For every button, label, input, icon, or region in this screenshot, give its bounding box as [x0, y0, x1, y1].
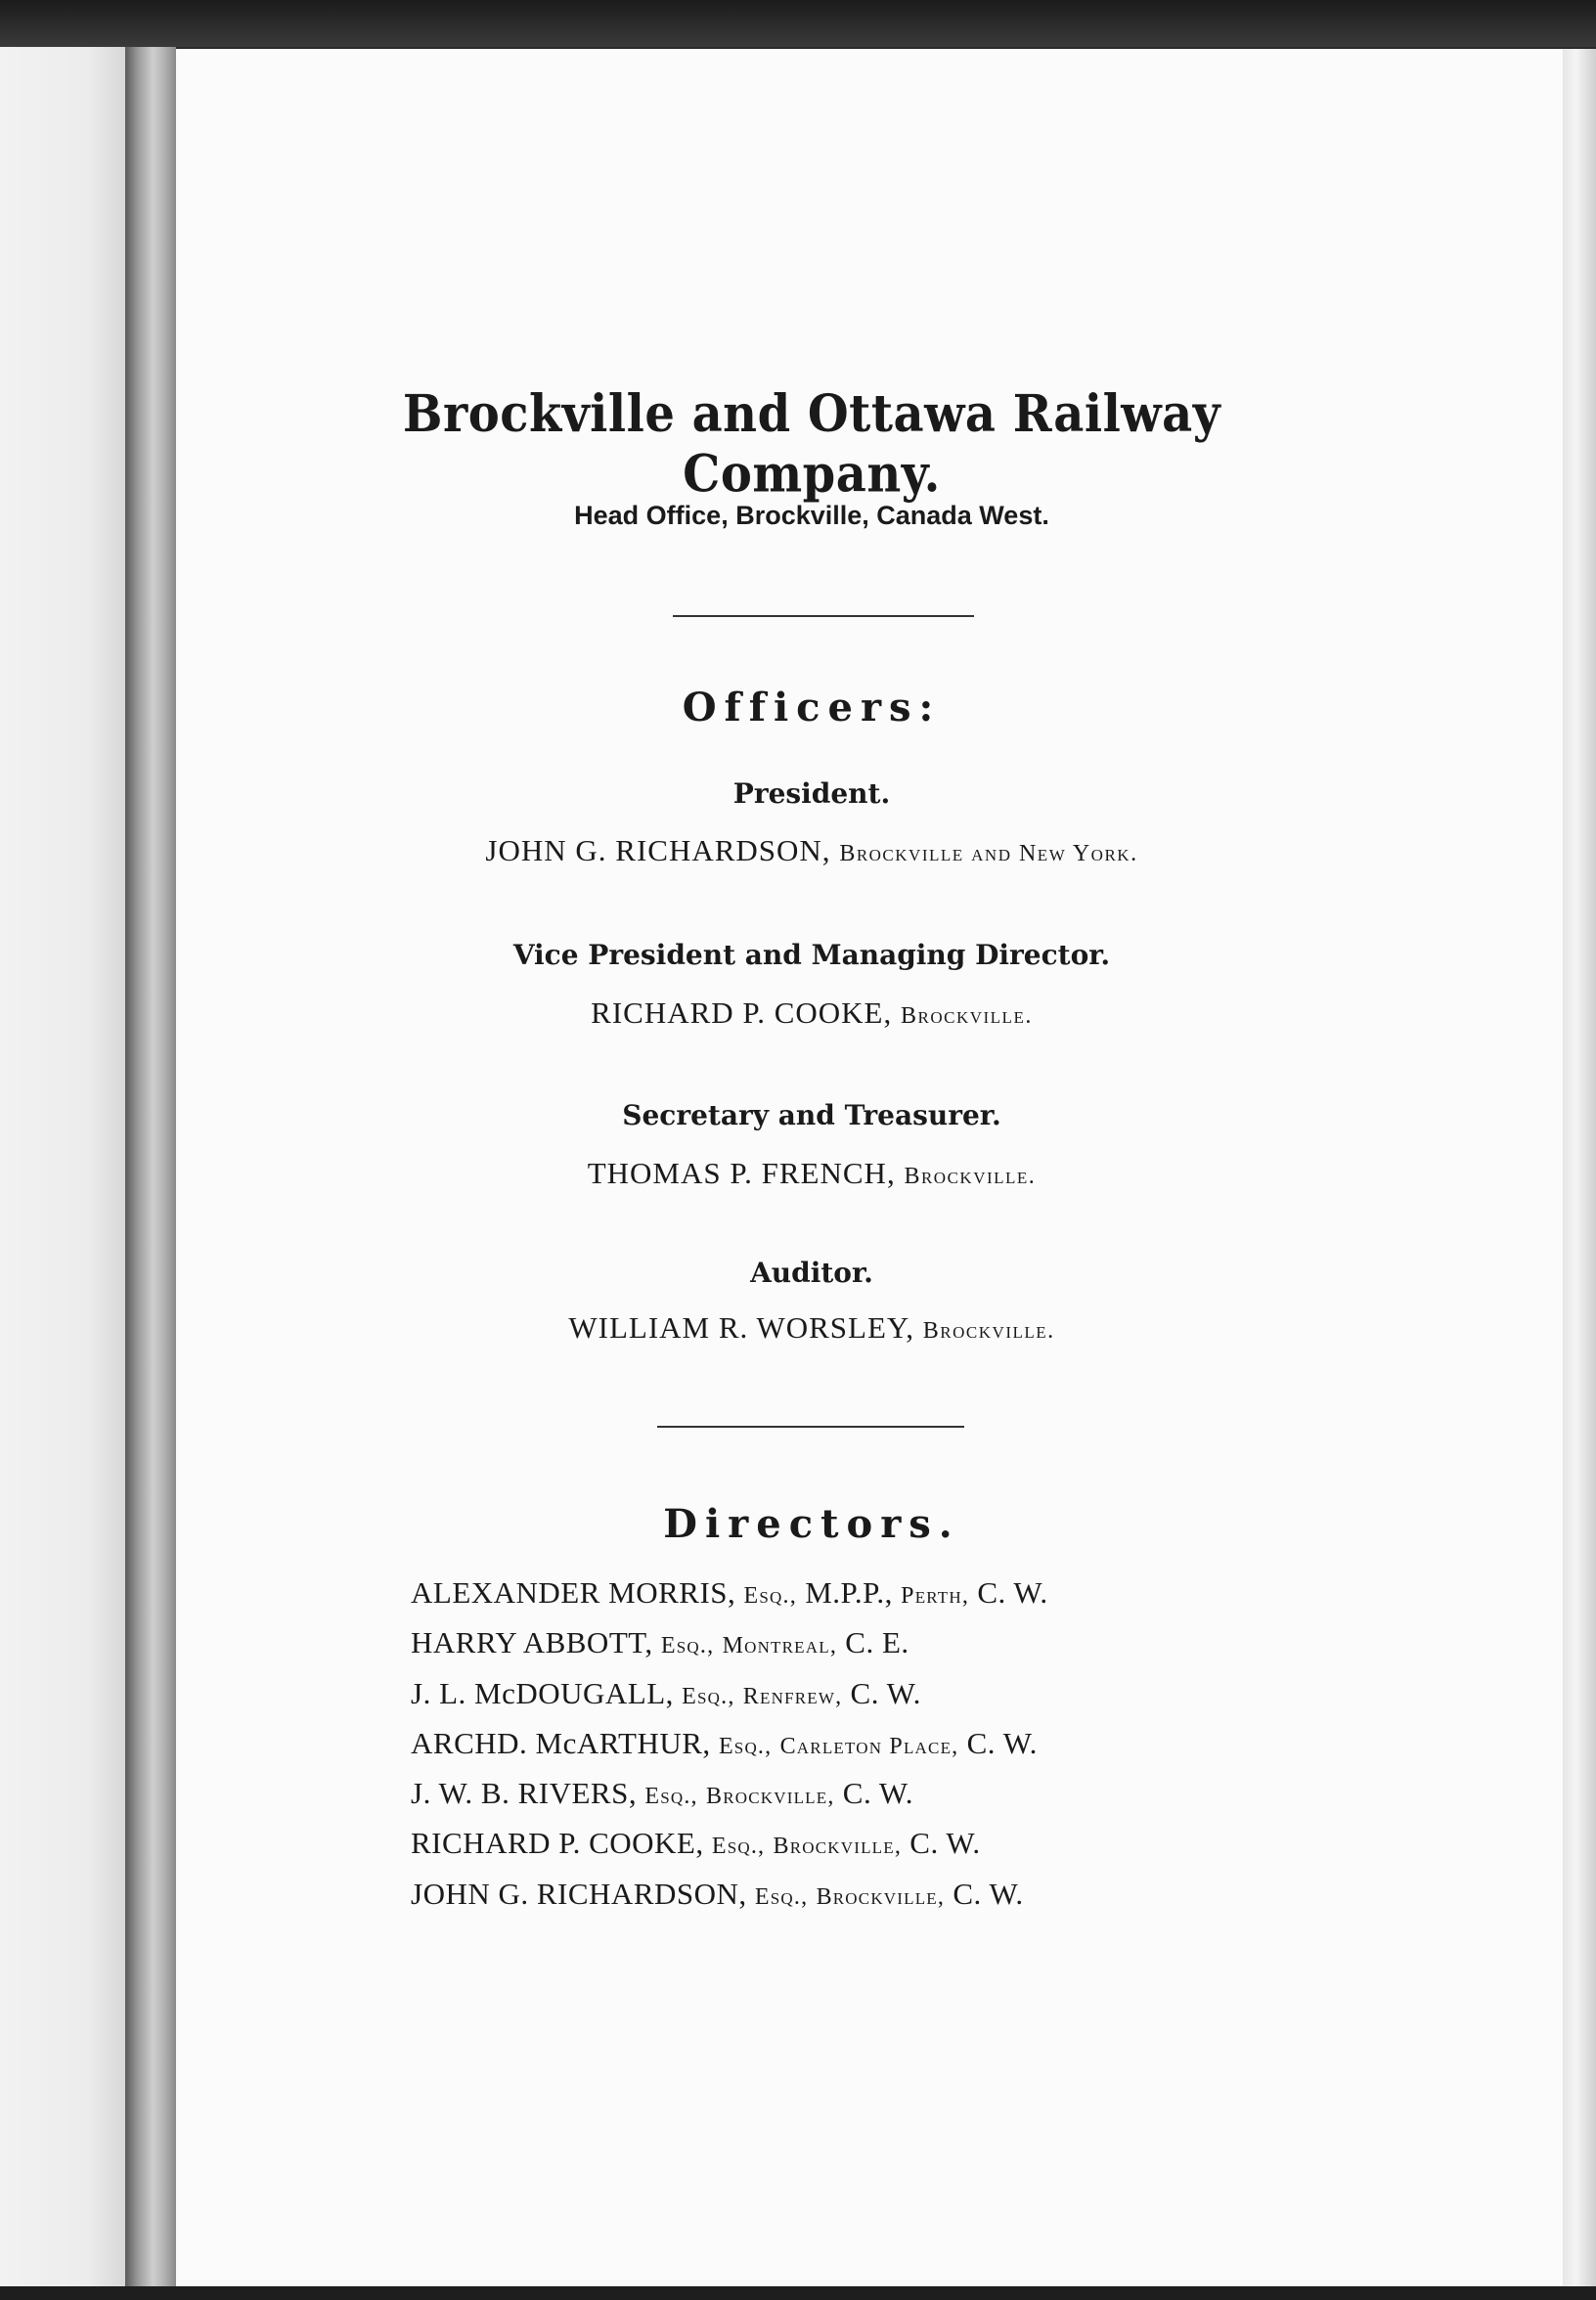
- head-office-line: Head Office, Brockville, Canada West.: [574, 501, 1049, 530]
- officer-name-line: [323, 833, 1301, 868]
- director-place: Brockville,: [816, 1883, 946, 1910]
- officer-role: Auditor.: [750, 1257, 873, 1289]
- director-name: ARCHD. McARTHUR,: [411, 1725, 711, 1760]
- director-title: Esq.,: [718, 1733, 773, 1759]
- director-name: ALEXANDER MORRIS,: [411, 1575, 736, 1610]
- officer-place: Brockville.: [901, 1003, 1033, 1029]
- director-title: Esq.,: [682, 1683, 735, 1709]
- director-title: Esq.,: [711, 1834, 766, 1860]
- director-name: HARRY ABBOTT,: [411, 1625, 653, 1660]
- director-name: J. L. McDOUGALL,: [411, 1675, 674, 1710]
- officers-heading: Officers:: [682, 685, 942, 730]
- director-entry: [411, 1668, 1291, 1718]
- officer-role: President.: [732, 777, 891, 810]
- officer-name: WILLIAM R. WORSLEY,: [568, 1310, 915, 1345]
- officer-name: THOMAS P. FRENCH,: [587, 1156, 896, 1190]
- director-place: Perth,: [901, 1583, 970, 1609]
- officer-place: Brockville and New York.: [839, 841, 1138, 866]
- officer-name-line: [323, 1310, 1301, 1346]
- director-name: J. W. B. RIVERS,: [411, 1776, 638, 1811]
- director-title: Esq.,: [754, 1883, 809, 1910]
- director-entry: [411, 1818, 1291, 1868]
- officer-name-line: [323, 995, 1301, 1031]
- director-region: C. W.: [850, 1675, 921, 1710]
- director-region: C. E.: [845, 1625, 909, 1660]
- directors-heading: Directors.: [663, 1501, 960, 1547]
- director-entry: [411, 1568, 1291, 1617]
- director-place: Renfrew,: [742, 1683, 843, 1709]
- company-title: Brockville and Ottawa Railway Company.: [402, 383, 1221, 505]
- director-place: Brockville,: [773, 1834, 903, 1860]
- officer-place: Brockville.: [922, 1318, 1055, 1344]
- officer-role: Secretary and Treasurer.: [622, 1099, 1001, 1131]
- divider-rule: [673, 615, 974, 617]
- director-title: Esq.,: [660, 1633, 715, 1659]
- officer-role: Vice President and Managing Director.: [512, 939, 1111, 971]
- director-title: Esq.,: [644, 1784, 698, 1810]
- director-name: RICHARD P. COOKE,: [411, 1826, 704, 1861]
- director-region: C. W.: [842, 1776, 914, 1811]
- director-place: Montreal,: [722, 1633, 838, 1659]
- officer-place: Brockville.: [904, 1164, 1037, 1189]
- director-region: C. W.: [966, 1725, 1038, 1760]
- divider-rule: [657, 1426, 964, 1428]
- directors-list: [411, 1568, 1291, 1919]
- officer-name-line: [323, 1156, 1301, 1191]
- director-region: C. W.: [977, 1575, 1048, 1610]
- director-entry: [411, 1768, 1291, 1818]
- director-entry: [411, 1617, 1291, 1667]
- director-title: Esq.,: [743, 1583, 797, 1609]
- director-region: C. W.: [953, 1876, 1024, 1911]
- director-name: JOHN G. RICHARDSON,: [411, 1876, 747, 1911]
- director-entry: [411, 1869, 1291, 1919]
- director-place: Carleton Place,: [779, 1733, 959, 1759]
- director-entry: [411, 1718, 1291, 1768]
- director-region: C. W.: [909, 1826, 981, 1861]
- director-place: Brockville,: [706, 1784, 835, 1810]
- director-extra: M.P.P.,: [805, 1575, 893, 1610]
- officer-name: RICHARD P. COOKE,: [591, 995, 893, 1030]
- officer-name: JOHN G. RICHARDSON,: [485, 833, 831, 867]
